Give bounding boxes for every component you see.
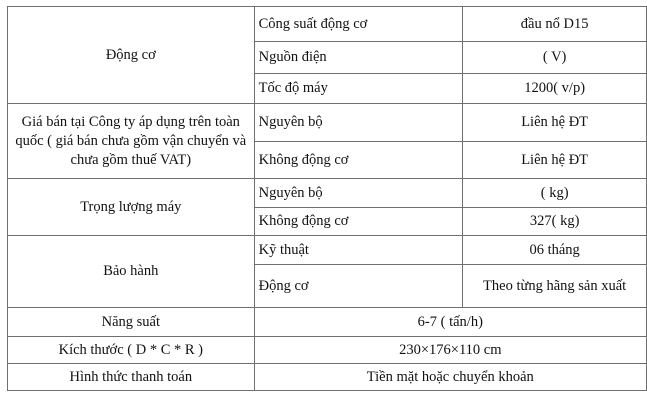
table-row	[8, 179, 647, 208]
table-row	[8, 7, 647, 42]
warranty-technical-value: 06 tháng	[463, 236, 647, 265]
table-row	[8, 308, 647, 337]
dimensions-value: 230×176×110 cm	[254, 337, 646, 364]
payment-value: Tiền mặt hoặc chuyển khoản	[254, 364, 646, 391]
weight-no-engine-label: Không động cơ	[254, 208, 463, 236]
warranty-engine-label: Động cơ	[254, 265, 463, 308]
engine-power-value: đầu nổ D15	[463, 7, 647, 42]
weight-group-label: Trọng lượng máy	[8, 179, 255, 236]
table-row	[8, 236, 647, 265]
table-row	[8, 104, 647, 142]
engine-power-label: Công suất động cơ	[254, 7, 463, 42]
price-group-label: Giá bán tại Công ty áp dụng trên toàn quốc ( giá bán chưa gồm vận chuyển và chưa gồm thuế VAT)	[8, 104, 255, 179]
productivity-value: 6-7 ( tấn/h)	[254, 308, 646, 337]
price-no-engine-label: Không động cơ	[254, 142, 463, 179]
engine-group-label: Động cơ	[8, 7, 255, 104]
machine-speed-value: 1200( v/p)	[463, 74, 647, 104]
dimensions-label: Kích thước ( D * C * R )	[8, 337, 255, 364]
payment-label: Hình thức thanh toán	[8, 364, 255, 391]
warranty-technical-label: Kỹ thuật	[254, 236, 463, 265]
machine-speed-label: Tốc độ máy	[254, 74, 463, 104]
power-source-label: Nguồn điện	[254, 42, 463, 74]
weight-no-engine-value: 327( kg)	[463, 208, 647, 236]
price-full-set-label: Nguyên bộ	[254, 104, 463, 142]
weight-full-set-value: ( kg)	[463, 179, 647, 208]
price-no-engine-value: Liên hệ ĐT	[463, 142, 647, 179]
warranty-engine-value: Theo từng hãng sản xuất	[463, 265, 647, 308]
table-row	[8, 364, 647, 391]
spec-table	[7, 6, 647, 391]
warranty-group-label: Bảo hành	[8, 236, 255, 308]
productivity-label: Năng suất	[8, 308, 255, 337]
weight-full-set-label: Nguyên bộ	[254, 179, 463, 208]
power-source-value: ( V)	[463, 42, 647, 74]
price-full-set-value: Liên hệ ĐT	[463, 104, 647, 142]
table-row	[8, 337, 647, 364]
